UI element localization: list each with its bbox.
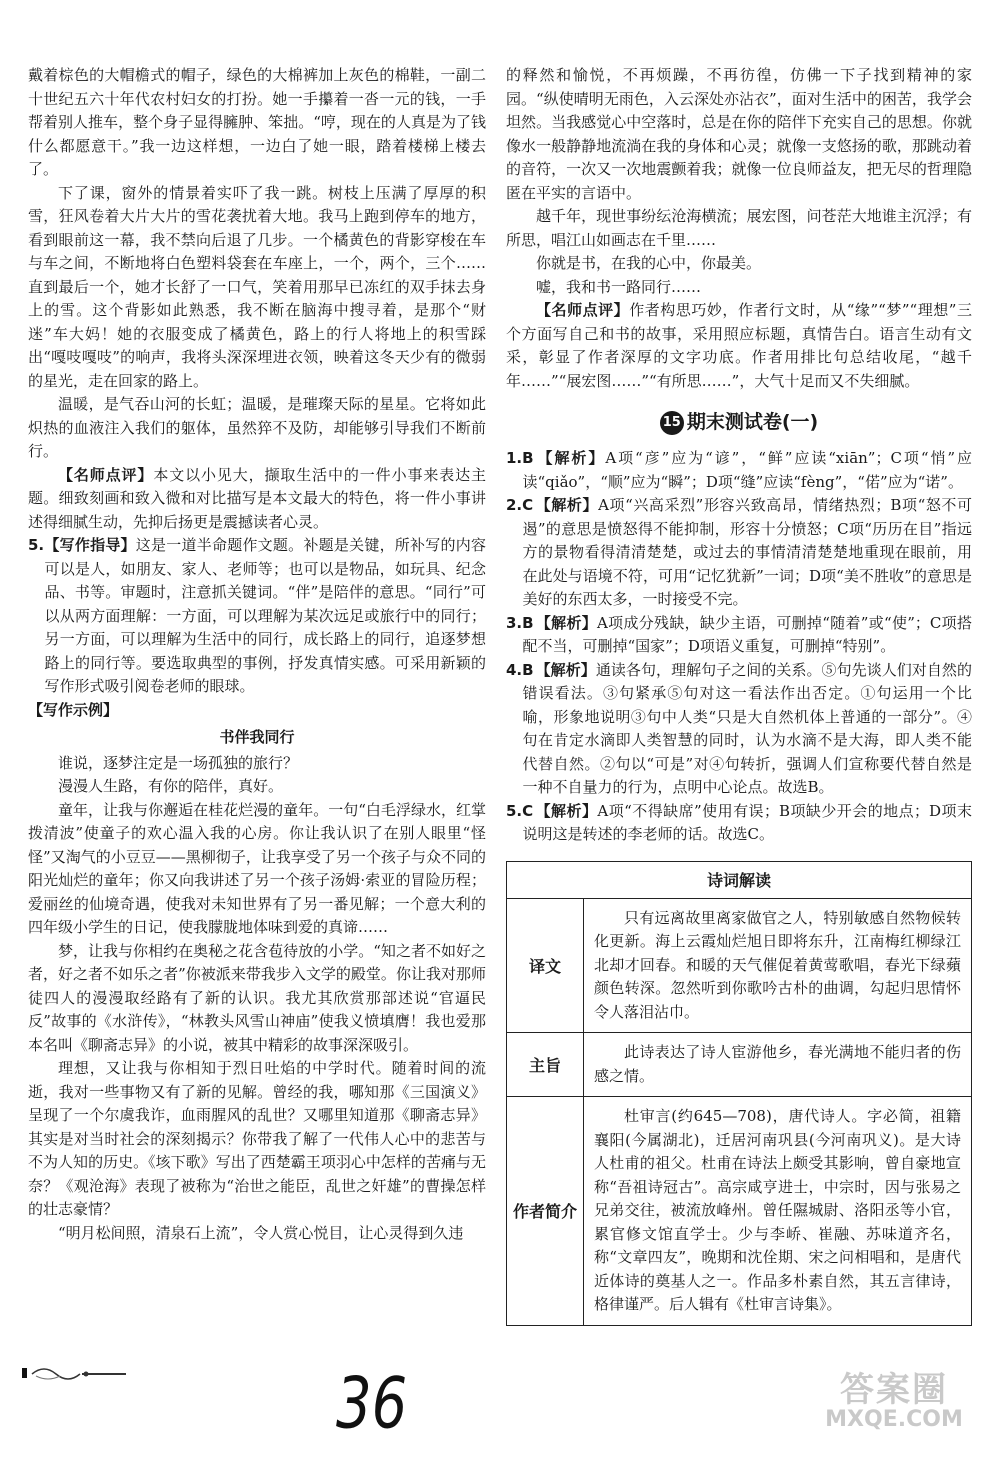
watermark-logo: [806, 1362, 982, 1432]
poem-interpretation-table: [506, 861, 972, 1326]
essay-paragraph: 越千年，现世事纷纭沧海横流；展宏图，问苍茫大地谁主沉浮；有所思，唱江山如画志在千里……: [506, 207, 972, 249]
teacher-comment: [506, 299, 972, 393]
teacher-comment: [28, 464, 486, 535]
guidance-label: 【写作指导】: [44, 536, 136, 554]
essay-paragraph: 戴着棕色的大帽檐式的帽子，绿色的大棉裤加上灰色的棉鞋，一副二十世纪五六十年代农村妇女的打扮。她一手攥着一沓一元的钱，一手帮着别人推车，整个身子显得臃肿、笨拙。“哼，现在的人真是为了钱什么都愿意干。”我一边这样想，一边白了她一眼，踏着楼梯上楼去了。: [28, 66, 486, 178]
analysis-label: 【解析】: [535, 449, 606, 467]
table-header-row: [507, 861, 972, 898]
analysis-label: 【解析】: [535, 801, 598, 820]
guidance-text: 这是一道半命题作文题。补题是关键，所补写的内容可以是人，如朋友、家人、老师等；也可以是物品，如玩具、纪念品、书等。审题时，注意抓关键词。“伴”是陪伴的意思。“同行”可以从两方面理解：一方面，可以理解为某次远足或旅行中的同行；另一方面，可以理解为生活中的同行，成长路上的同行，追逐梦想路上的同行等。要选取典型的事例，抒发真情实感。可采用新颖的写作形式吸引阅卷老师的眼球。: [44, 536, 486, 695]
essay-paragraph: 下了课，窗外的情景着实吓了我一跳。树枝上压满了厚厚的积雪，狂风卷着大片大片的雪花袭扰着大地。我马上跑到停车的地方，看到眼前这一幕，我不禁向后退了几步。一个橘黄色的背影穿梭在车与车之间，不断地将白色塑料袋套在车座上，一个，两个，三个……直到最后一个，她才长舒了一口气，笑着用那早已冻红的双手抹去身上的雪。这个背影如此熟悉，我不断在脑海中搜寻着，是那个“财迷”车大妈！她的衣服变成了橘黄色，路上的行人将地上的积雪踩出“嘎吱嘎吱”的响声，我将头深深埋进衣领，映着这冬天少有的微弱的星光，走在回家的路上。: [28, 183, 486, 390]
essay-paragraph: 梦，让我与你相约在奥秘之花含苞待放的小学。“知之者不如好之者，好之者不如乐之者”你被派来带我步入文学的殿堂。你让我对那师徒四人的漫漫取经路有了新的认识。我尤其欣赏那部述说“官逼民反”故事的《水浒传》，“林教头风雪山神庙”使我义愤填膺！我也爱那本名叫《聊斋志异》的小说，被其中精彩的故事深深吸引。: [28, 941, 486, 1054]
theme-text: 此诗表达了诗人宦游他乡，春光满地不能归者的伤感之情。: [594, 1043, 961, 1085]
analysis-text: A项“不得缺席”使用有误；B项缺少开会的地点；D项末说明这是转述的李老师的话。故选C。: [522, 801, 972, 843]
table-row: [507, 898, 972, 1033]
comment-text: 本文以小见大，撷取生活中的一件小事来表达主题。细致刻画和致入微和对比描写是本文最大的特色，将一件小事讲述得细腻生动，先抑后扬更是震撼读者心灵。: [28, 465, 486, 531]
essay-paragraph: 理想，又让我与你相知于烈日吐焰的中学时代。随着时间的流逝，我对一些事物又有了新的见解。曾经的我，哪知那《三国演义》呈现了一个尔虞我诈，血雨腥风的乱世？又哪里知道那《聊斋志异》其实是对当时社会的深刻揭示？你带我了解了一代伟人心中的悲苦与不为人知的历史。《垓下歌》写出了西楚霸王项羽心中怎样的苦痛与无奈？《观沧海》表现了被称为“治世之能臣，乱世之奸雄”的曹操怎样的壮志豪情？: [28, 1059, 486, 1218]
answer-item: [506, 494, 972, 612]
analysis-text: A项成分残缺，缺少主语，可删掉“随着”或“使”；C项搭配不当，可删掉“国家”；D项语义重复，可删掉“特别”。: [522, 613, 972, 655]
essay-paragraph: 嘘，我和书一路同行……: [536, 277, 702, 296]
analysis-text: 通读各句，理解句子之间的关系。⑤句先谈人们对自然的错误看法。③句紧承⑤句对这一看法作出否定。①句运用一个比喻，形象地说明③句中人类“只是大自然机体上普通的一部分”。④句在肯定水滴即人类智慧的同时，认为水滴不是大海，即人类不能代替自然。②句以“可是”对④句转折，强调人们宣称要代替自然是一种不自量力的行为，点明中心论点。故选B。: [522, 660, 972, 796]
row-text: [584, 898, 972, 1033]
answer-number: 5.C: [506, 801, 534, 820]
row-text: [584, 1097, 972, 1326]
row-text: [584, 1033, 972, 1097]
row-label: 译文: [507, 898, 584, 1033]
section-heading: [506, 407, 972, 437]
example-label: 【写作示例】: [28, 700, 119, 719]
section-title: 期末测试卷(一): [686, 411, 819, 433]
analysis-text: A项“彦”应为“谚”，“鲜”应读“xiān”；C项“悄”应读“qiǎo”，“顺”应为“瞬”；D项“缝”应读“fèng”，“偌”应为“诺”。: [522, 449, 972, 491]
table-header: 诗词解读: [507, 861, 972, 898]
right-column: [506, 64, 972, 1326]
watermark-url: MXQE.COM: [825, 1407, 963, 1432]
question-5-guidance: [28, 534, 486, 699]
left-column: [28, 64, 486, 1245]
essay-title: 书伴我同行: [219, 728, 295, 746]
essay-paragraph: 童年，让我与你邂逅在桂花烂漫的童年。一句“白毛浮绿水，红掌拨清波”使童子的欢心温入我的心房。你让我认识了在别人眼里“怪怪”又淘气的小豆豆——黑柳彻子，让我享受了另一个孩子与众不同的阳光灿烂的童年；你又向我讲述了另一个孩子汤姆·索亚的冒险历程；爱丽丝的仙境奇遇，使我对未知世界有了另一番见解；一个意大利的四年级小学生的日记，使我朦胧地体味到爱的真谛……: [28, 800, 486, 936]
essay-paragraph: “明月松间照，清泉石上流”，令人赏心悦目，让心灵得到久违: [58, 1223, 464, 1242]
essay-paragraph: 漫漫人生路，有你的陪伴，真好。: [58, 777, 284, 795]
row-label: 作者简介: [507, 1097, 584, 1326]
answer-number: 3.B: [506, 613, 534, 632]
comment-label: 【名师点评】: [58, 465, 154, 484]
answer-item: [506, 659, 972, 800]
essay-paragraph: 温暖，是气吞山河的长虹；温暖，是璀璨天际的星星。它将如此炽热的血液注入我们的躯体，虽然猝不及防，却能够引导我们不断前行。: [28, 395, 486, 460]
page-number: 36: [336, 1363, 408, 1446]
answer-item: [506, 800, 972, 847]
answer-item: [506, 612, 972, 659]
translation-text: 只有远离故里离家做官之人，特别敏感自然物候转化更新。海上云霞灿烂旭日即将东升，江南梅红柳绿江北却才回春。和暖的天气催促着黄莺歌唱，春光下绿蘋颜色转深。忽然听到你歌吟古朴的曲调，勾起归思情怀令人落泪沾巾。: [594, 908, 961, 1021]
comment-label: 【名师点评】: [536, 301, 630, 319]
answer-number: 1.B: [506, 449, 534, 467]
table-row: [507, 1033, 972, 1097]
analysis-text: A项“兴高采烈”形容兴致高昂，情绪热烈；B项“怒不可遏”的意思是愤怒得不能抑制，形容十分愤怒；C项“历历在目”指远方的景物看得清清楚楚，或过去的事情清清楚楚地重现在眼前，用在此处与语境不符，可用“记忆犹新”一词；D项“美不胜收”的意思是美好的东西太多，一时接受不完。: [522, 496, 972, 608]
answer-item: [506, 447, 972, 494]
essay-paragraph: 的释然和愉悦，不再烦躁，不再彷徨，仿佛一下子找到精神的家园。“纵使晴明无雨色，入云深处亦沾衣”，面对生活中的困苦，我学会坦然。当我感觉心中空落时，总是在你的陪伴下充实自己的思想。你就像水一般静静地流淌在我的身体和心灵；就像一支悠扬的歌，那跳动着的音符，一次又一次地震颤着我；就像一位良师益友，把无尽的哲理隐匿在平实的言语中。: [506, 66, 972, 202]
analysis-label: 【解析】: [535, 613, 598, 632]
analysis-label: 【解析】: [535, 496, 599, 514]
table-row: [507, 1097, 972, 1326]
question-number: 5.: [28, 536, 45, 554]
essay-paragraph: 谁说，逐梦注定是一场孤独的旅行？: [58, 753, 299, 772]
watermark-text: 答案圈: [840, 1370, 948, 1410]
answer-number: 4.B: [506, 660, 534, 679]
section-number-badge: 15: [660, 411, 684, 435]
essay-paragraph: 你就是书，在我的心中，你最美。: [536, 254, 762, 272]
footer-ornament-icon: [22, 1360, 132, 1384]
comment-text: 作者构思巧妙，作者行文时，从“缘”“梦”“理想”三个方面写自己和书的故事，采用照应标题，真情告白。语言生动有文采，彰显了作者深厚的文字功底。作者用排比句总结收尾，“越千年……”“展宏图……”“有所思……”，大气十足而又不失细腻。: [506, 301, 972, 390]
answer-number: 2.C: [506, 496, 534, 514]
author-bio-text: 杜审言(约645—708)，唐代诗人。字必简，祖籍襄阳(今属湖北)，迁居河南巩县(今河南巩义)。是大诗人杜甫的祖父。杜甫在诗法上颇受其影响，曾自豪地宣称“吾祖诗冠古”。高宗咸亨进士，中宗时，因与张易之兄弟交往，被流放峰州。曾任隰城尉、洛阳丞等小官，累官修文馆直学士。少与李峤、崔融、苏味道齐名，称“文章四友”，晚期和沈佺期、宋之问相唱和，是唐代近体诗的奠基人之一。作品多朴素自然，其五言律诗，格律谨严。后人辑有《杜审言诗集》。: [594, 1107, 961, 1313]
row-label: 主旨: [507, 1033, 584, 1097]
analysis-label: 【解析】: [535, 660, 596, 679]
